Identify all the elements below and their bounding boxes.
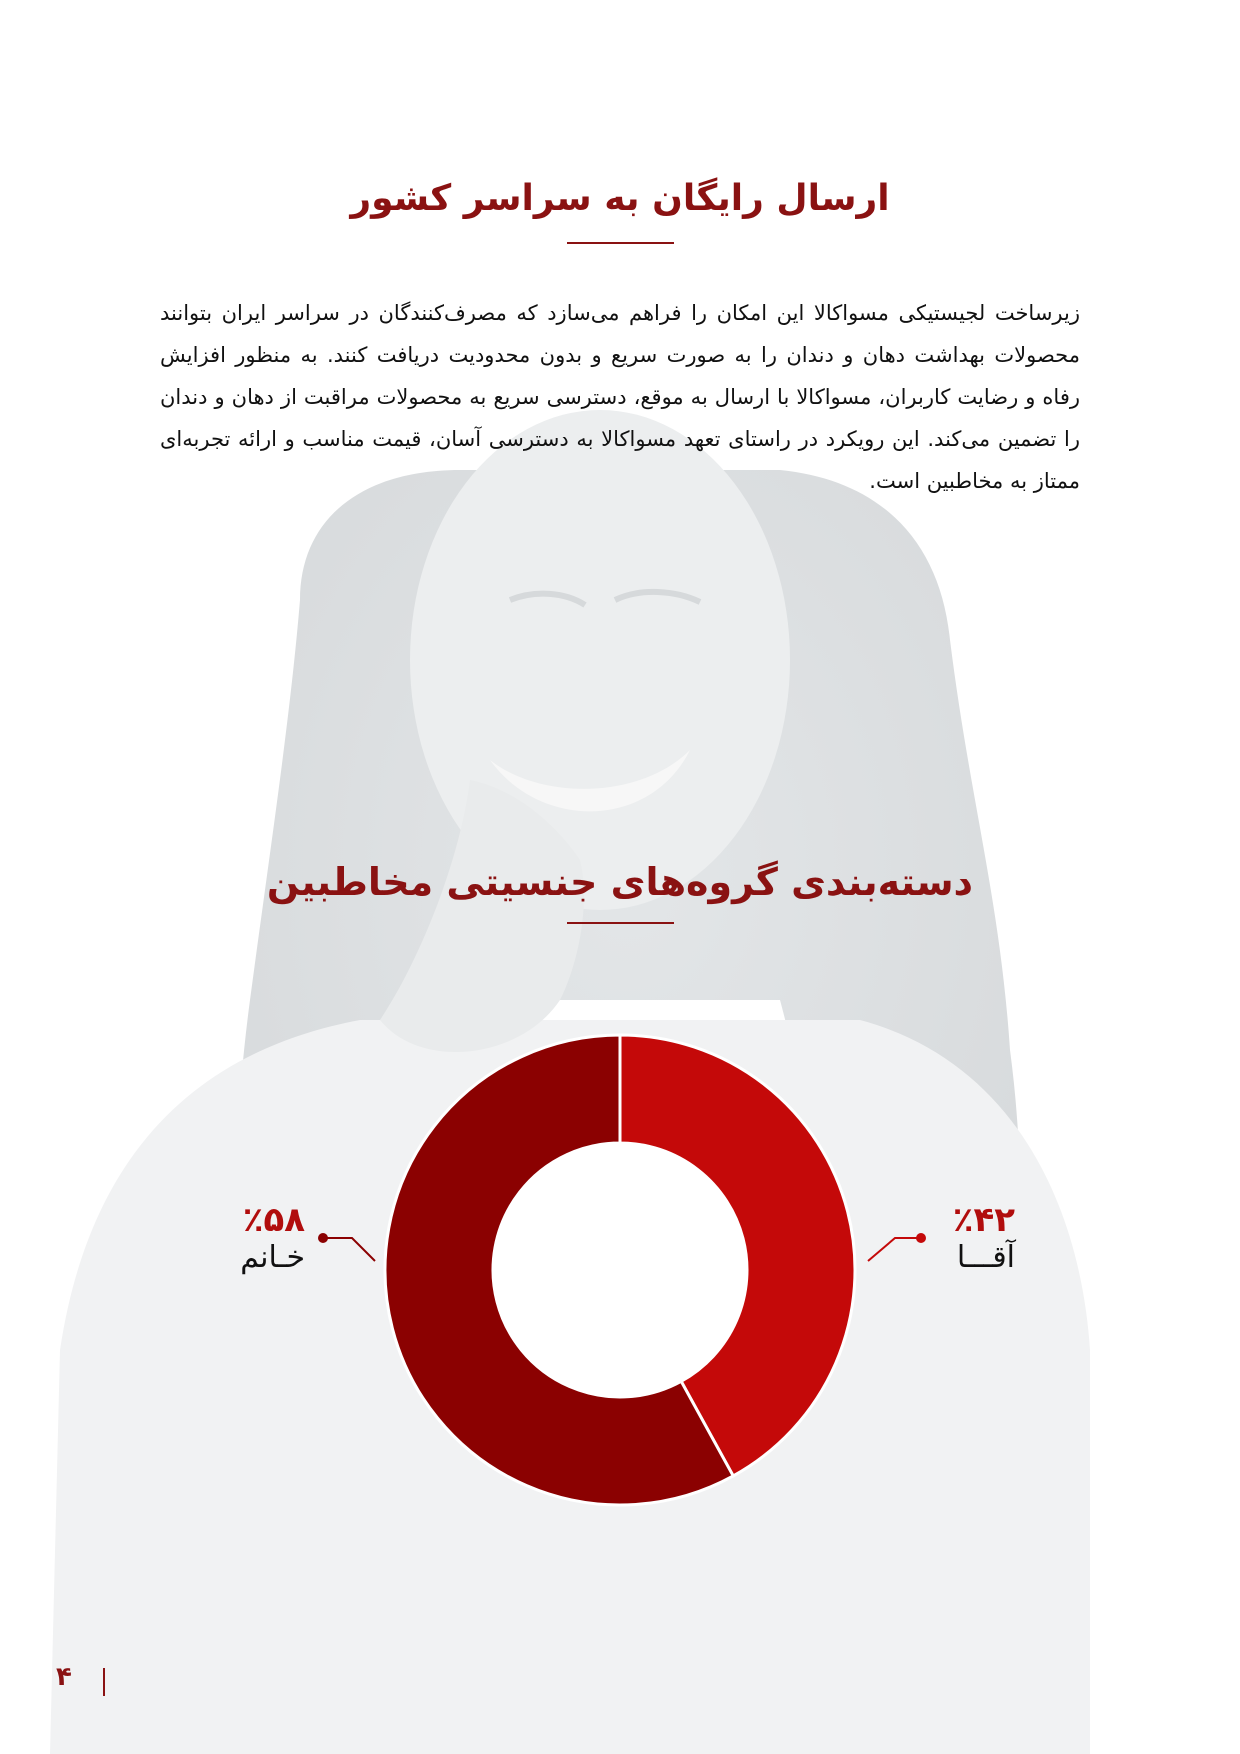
section-title-gender-groups: دسته‌بندی گروه‌های جنسیتی مخاطبین (266, 860, 974, 904)
section-title-free-shipping: ارسال رایگان به سراسر کشور (350, 178, 890, 219)
leader-line-women-dot (318, 1233, 328, 1243)
page-number: ۴ (56, 1662, 72, 1692)
leader-line-women (323, 1238, 375, 1261)
men-label: آقـــا (956, 1240, 1015, 1275)
donut-hole (494, 1144, 746, 1396)
men-percent: ٪۴۲ (952, 1200, 1015, 1240)
free-shipping-paragraph: زیرساخت لجیستیکی مسواکالا این امکان را فراهم می‌سازد که مصرف‌کنندگان در سراسر ایران بتوانند محصولات بهداشت دهان و دندان را به صورت سریع و بدون محدودیت دریافت کنند. به منظور افزایش رفاه و رضایت کاربران، مسواکالا با ارسال به موقع، دسترسی سریع به محصولات مراقبت از دهان و دندان را تضمین می‌کند. این رویکرد در راستای تعهد مسواکالا به دسترسی آسان، قیمت مناسب و ارائه تجربه‌ای ممتاز به مخاطبین است. (160, 301, 1080, 493)
women-label: خـانم (240, 1240, 305, 1275)
label-women (205, 1200, 305, 1276)
women-percent: ٪۵۸ (242, 1200, 305, 1240)
label-men (905, 1200, 1015, 1276)
page-number-divider (103, 1668, 105, 1696)
